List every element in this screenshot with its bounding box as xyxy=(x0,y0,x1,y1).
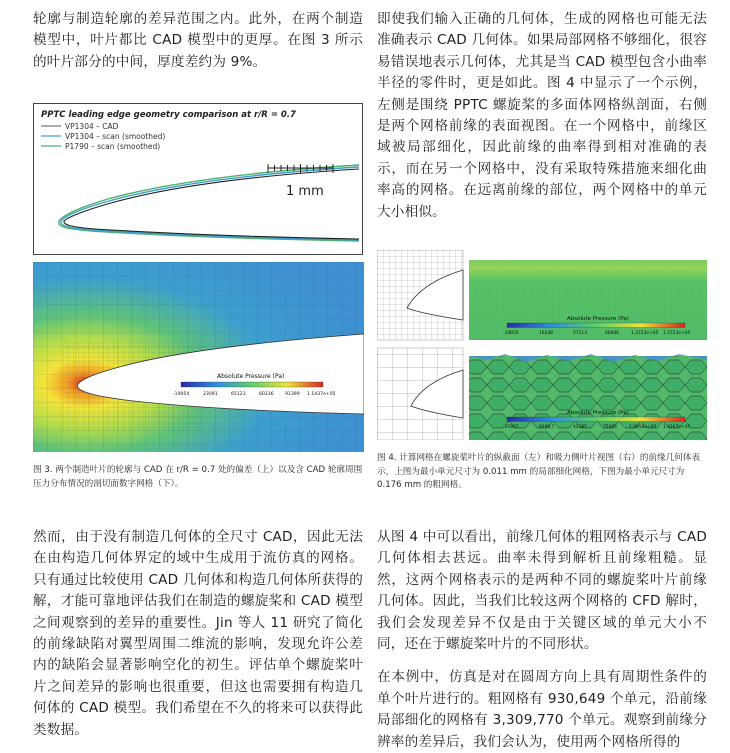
legend-entry-p1790-scan: P1790 – scan (smoothed) xyxy=(65,142,161,151)
right-paragraph-top: 即使我们输入正确的几何体，生成的网格也可能无法准确表示 CAD 几何体。如果局部网格不够细化，很容易错误地表示几何体，尤其是当 CAD 模型包含小曲率半径的零件时，更是如此。图 4 中显示了一个示例，左侧是围绕 PPTC 螺旋桨的多面体网格纵剖面，右侧是两个网格前缘的表面视图。在一个网格中，前缘区域被局部细化，因此前缘的曲率得到相对准确的表示，而在另一个网格中，没有采取特殊措施来细化曲率高的网格。在远离前缘的部位，两个网格中的单元大小相似。 xyxy=(377,11,707,220)
figure4 xyxy=(377,250,707,440)
coarse-mesh-section xyxy=(377,348,463,440)
fig4-top-tick: -19855 xyxy=(503,331,519,336)
left-paragraph-bottom: 然而，由于没有制造几何体的全尺寸 CAD，因此无法在由构造几何体界定的域中生成用于流仿真的网格。只有通过比较使用 CAD 几何体和构造几何体所获得的解，才能可靠地评估我们在制造的螺旋桨和 CAD 模型之间观察到的差异的重要性。Jin 等人 11 研究了简化的前缘缺陷对翼型周围二维流的影响，发现允许公差内的缺陷会显著影响空化的初生。评估单个螺旋桨叶片之间差异的影响也很重要，但这也需要拥有构造几何体的 CAD 模型。我们希望在不久的将来可以获得此类数据。 xyxy=(33,529,363,738)
profile-plot-svg xyxy=(33,103,363,255)
fig4-bottom-tick: 42385 xyxy=(573,425,587,430)
right-column xyxy=(377,9,707,223)
fig4-top-tick: 66846 xyxy=(605,331,619,336)
figure3-profile-plot xyxy=(33,103,363,255)
figure3-caption-wrap xyxy=(33,464,363,491)
coarse-mesh-surface xyxy=(469,348,707,440)
right-paragraph-bottom-2: 在本例中，仿真是对在圆周方向上具有周期性条件的单个叶片进行的。粗网格有 930,649 个单元，沿前缘局部细化的网格有 3,309,770 个单元。观察到前缘分辨率的差异后，我们会认为，使用两个网格所得的 xyxy=(377,669,707,750)
figure3-caption: 图 3. 两个制造叶片的轮廓与 CAD 在 r/R = 0.7 处的偏差（上）以及含 CAD 轮廓周围压力分布情况的剖切面数字网格（下）。 xyxy=(33,465,363,489)
fig4-bottom-tick: -25807 xyxy=(503,425,519,430)
legend-entry-cad: VP1304 – CAD xyxy=(65,122,119,131)
fig4-bottom-tick: 1.0858e+05 xyxy=(629,425,657,430)
fig4-bottom-colorbar-title: Absolute Pressure (Pa) xyxy=(567,410,629,416)
fig4-top-tick: 1.3723e+05 xyxy=(631,331,659,336)
fig4-bottom-tick: 9298.7 xyxy=(539,425,555,430)
fig3-colorbar-tick: -19054 xyxy=(173,392,190,397)
fig4-bottom-tick: 75485 xyxy=(603,425,617,430)
scale-bar-label: 1 mm xyxy=(286,184,324,199)
fig4-top-tick: 1.5723e+05 xyxy=(663,331,691,336)
figure4-svg xyxy=(377,250,707,440)
fig3-colorbar-tick: 60236 xyxy=(259,392,274,397)
left-paragraph-top: 轮廓与制造轮廓的差异范围之内。此外，在两个制造模型中，叶片都比 CAD 模型中的更厚。在图 3 所示的叶片部分的中间，厚度差约为 9%。 xyxy=(33,11,363,70)
fig4-top-tick: 57213 xyxy=(573,331,587,336)
fig3-colorbar-title: Absolute Pressure (Pa) xyxy=(217,373,285,380)
fig3-colorbar-tick: 91399 xyxy=(285,392,300,397)
figure4-caption-wrap xyxy=(377,452,707,493)
right-paragraph-bottom-1: 从图 4 中可以看出，前缘几何体的粗网格表示与 CAD 几何体相去甚远。曲率未得到解析且前缘粗糙。显然，这两个网格表示的是两种不同的螺旋桨叶片前缘几何体。因此，当我们比较这两个网格的 CFD 解时，我们会发现差异不仅是由于关键区域的单元大小不同，还在于螺旋桨叶片的不同形状。 xyxy=(377,529,707,653)
pressure-mesh-svg xyxy=(33,262,364,452)
left-column-bottom xyxy=(33,527,363,741)
profile-plot-title: PPTC leading edge geometry comparison at r/R = 0.7 xyxy=(41,110,296,120)
fig4-top-tick: 16248 xyxy=(539,331,553,336)
fig3-colorbar-tick: 65123 xyxy=(231,392,246,397)
figure4-caption: 图 4. 计算网格在螺旋桨叶片的纵截面（左）和吸力侧叶片视图（右）的前缘几何体表示，上图为最小单元尺寸为 0.011 mm 的局部细化网格，下图为最小单元尺寸为 0.176 mm 的粗网格。 xyxy=(377,453,701,490)
figure3-pressure-mesh xyxy=(33,262,364,452)
legend-entry-vp1304-scan: VP1304 – scan (smoothed) xyxy=(65,132,166,141)
left-column xyxy=(33,9,363,73)
fig4-top-colorbar-title: Absolute Pressure (Pa) xyxy=(567,316,629,322)
fine-mesh-section xyxy=(377,250,463,340)
fine-mesh-surface xyxy=(469,250,707,340)
fig3-colorbar xyxy=(181,382,323,387)
fig4-bottom-tick: 1.4167e+05 xyxy=(663,425,691,430)
fig3-colorbar-tick: 23091 xyxy=(203,392,218,397)
fig3-colorbar-tick: 1.1437e+05 xyxy=(307,392,336,397)
right-column-bottom xyxy=(377,527,707,753)
